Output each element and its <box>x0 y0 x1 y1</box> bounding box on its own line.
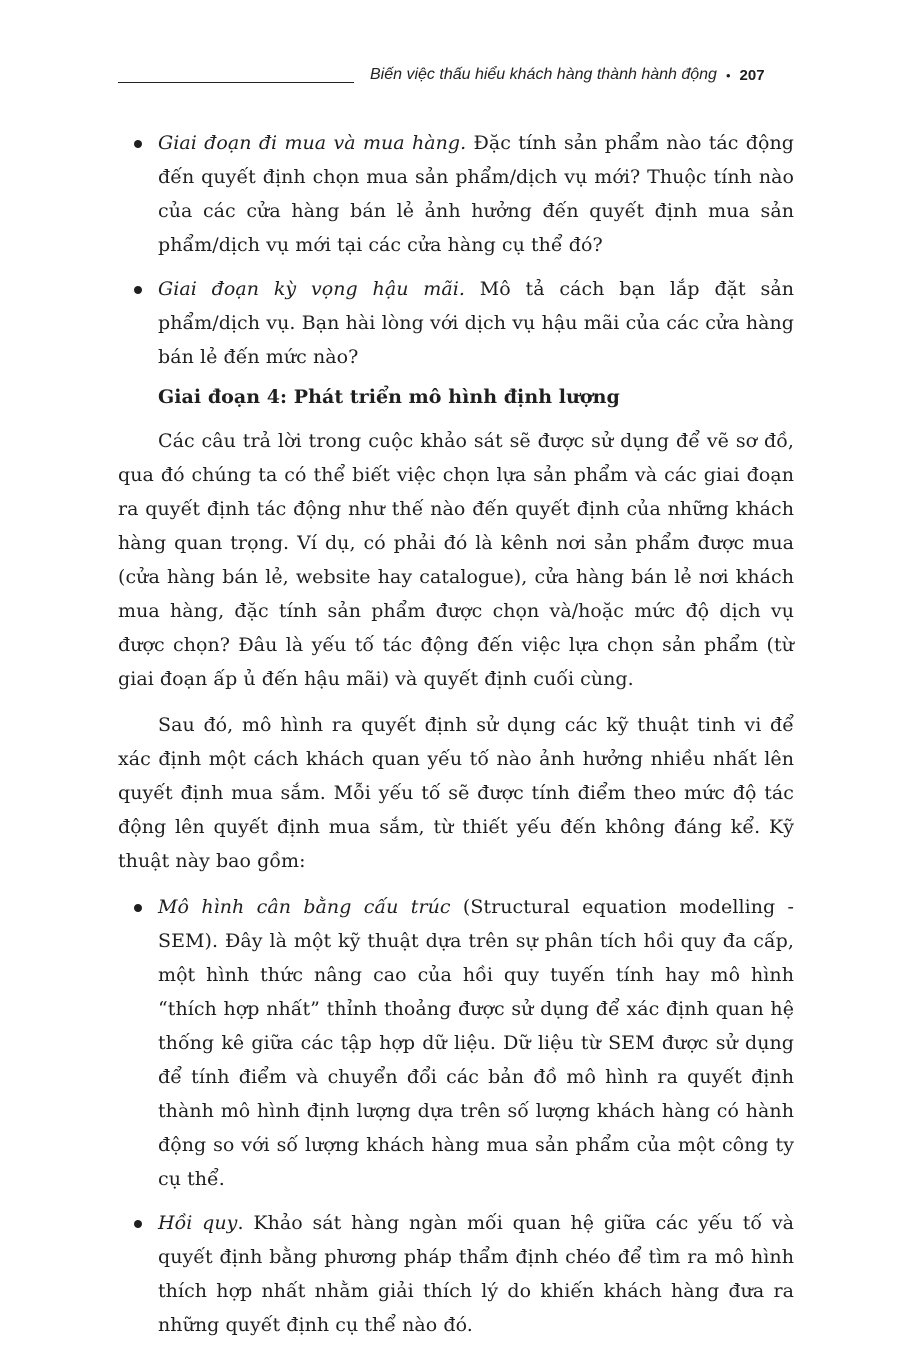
bullet-term: Giai đoạn kỳ vọng hậu mãi. <box>158 278 465 300</box>
bullet-text: (Structural equation modelling - SEM). Đây là một kỹ thuật dựa trên sự phân tích hồi quy đa cấp, một hình thức nâng cao của hồi quy tuyến tính hay mô hình “thích hợp nhất” thỉnh thoảng được sử dụng để xác định quan hệ thống kê giữa các tập hợp dữ liệu. Dữ liệu từ SEM được sử dụng để tính điểm và chuyển đổi các bản đồ mô hình ra quyết định thành mô hình định lượng dựa trên số lượng khách hàng có hành động so với số lượng khách hàng mua sản phẩm của một công ty cụ thể. <box>158 896 794 1190</box>
bullet-after-sales-stage <box>118 272 794 374</box>
bullet-term: Giai đoạn đi mua và mua hàng. <box>158 132 467 154</box>
bullet-icon <box>134 904 142 912</box>
bullet-icon <box>134 1220 142 1228</box>
bullet-icon <box>134 286 142 294</box>
bullet-shopping-stage <box>118 126 794 262</box>
bullet-term: Hồi quy <box>158 1212 238 1234</box>
bullet-term: Mô hình cân bằng cấu trúc <box>158 896 451 918</box>
header-rule <box>118 82 354 83</box>
running-header <box>118 60 794 90</box>
bullet-text: Đặc tính sản phẩm nào tác động đến quyết định chọn mua sản phẩm/dịch vụ mới? Thuộc tính nào của các cửa hàng bán lẻ ảnh hưởng đến quyết định mua sản phẩm/dịch vụ mới tại các cửa hàng cụ thể đó? <box>158 132 794 256</box>
page-number: 207 <box>739 66 765 84</box>
header-title: Biến việc thấu hiểu khách hàng thành hành động <box>370 66 717 83</box>
bullet-regression <box>118 1206 794 1342</box>
bullet-text: . Khảo sát hàng ngàn mối quan hệ giữa các yếu tố và quyết định bằng phương pháp thẩm định chéo để tìm ra mô hình thích hợp nhất nhằm giải thích lý do khiến khách hàng đưa ra những quyết định cụ thể nào đó. <box>158 1212 794 1336</box>
paragraph-1: Các câu trả lời trong cuộc khảo sát sẽ được sử dụng để vẽ sơ đồ, qua đó chúng ta có thể biết việc chọn lựa sản phẩm và các giai đoạn ra quyết định tác động như thế nào đến quyết định của những khách hàng quan trọng. Ví dụ, có phải đó là kênh nơi sản phẩm được mua (cửa hàng bán lẻ, website hay catalogue), cửa hàng bán lẻ nơi khách mua hàng, đặc tính sản phẩm được chọn và/hoặc mức độ dịch vụ được chọn? Đâu là yếu tố tác động đến việc lựa chọn sản phẩm (từ giai đoạn ấp ủ đến hậu mãi) và quyết định cuối cùng. <box>118 430 794 690</box>
bullet-icon <box>134 140 142 148</box>
bullet-text: Mô tả cách bạn lắp đặt sản phẩm/dịch vụ. Bạn hài lòng với dịch vụ hậu mãi của các cửa hàng bán lẻ đến mức nào? <box>158 278 794 368</box>
header-separator: • <box>725 67 731 83</box>
page-body <box>118 126 794 1352</box>
bullet-sem <box>118 890 794 1196</box>
paragraph-2: Sau đó, mô hình ra quyết định sử dụng các kỹ thuật tinh vi để xác định một cách khách quan yếu tố nào ảnh hưởng nhiều nhất lên quyết định mua sắm. Mỗi yếu tố sẽ được tính điểm theo mức độ tác động lên quyết định mua sắm, từ thiết yếu đến không đáng kể. Kỹ thuật này bao gồm: <box>118 714 794 872</box>
section-heading: Giai đoạn 4: Phát triển mô hình định lượng <box>158 386 620 408</box>
